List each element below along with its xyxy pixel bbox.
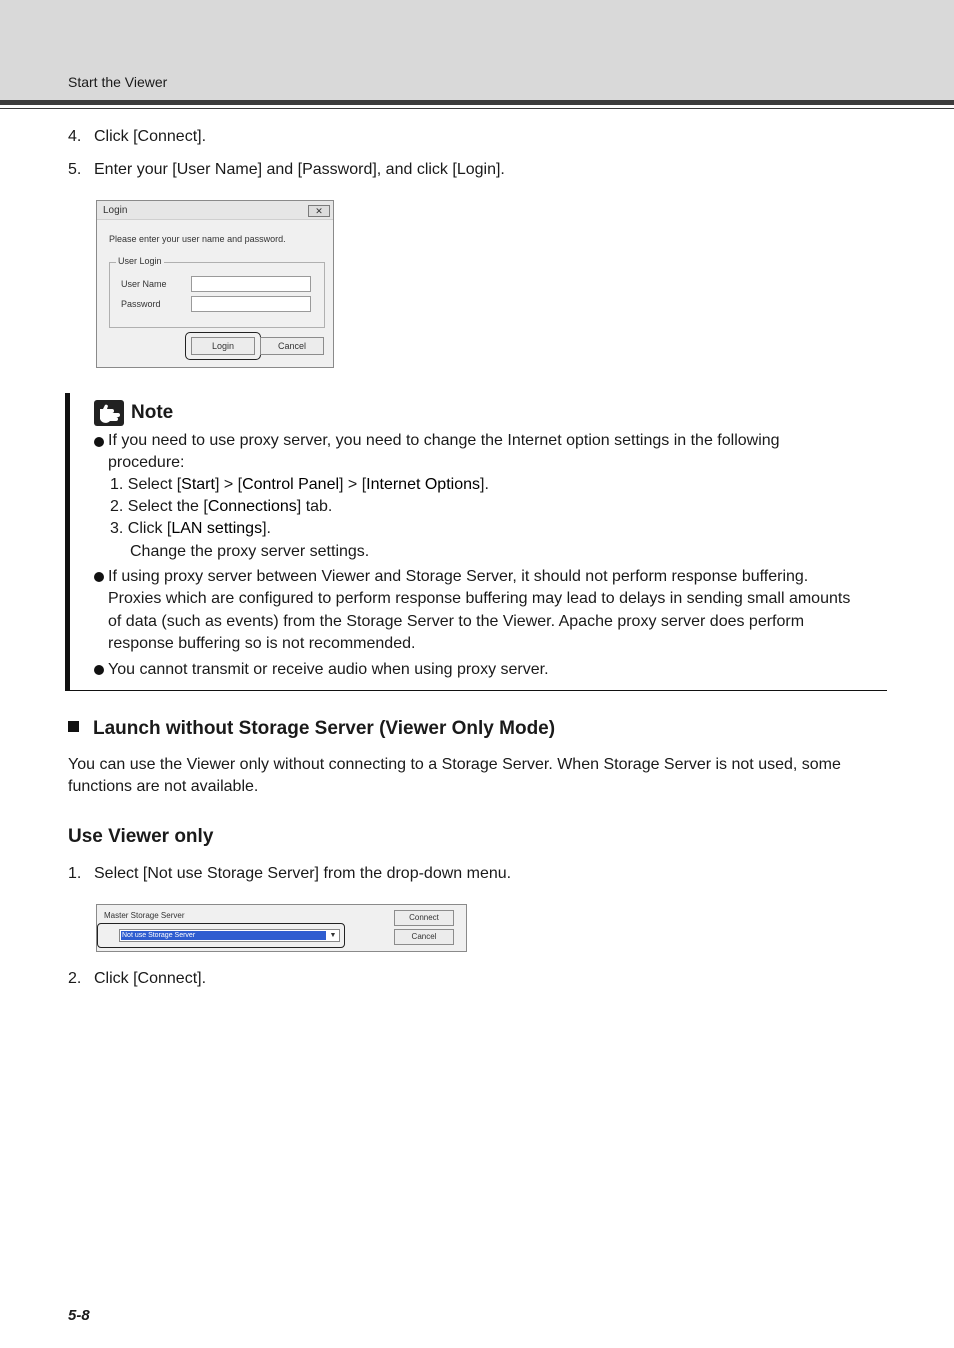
step-text: Click [Connect]. bbox=[94, 128, 207, 145]
step-text: Enter your [User Name] and [Password], and click [Login]. bbox=[94, 161, 505, 178]
subheading: Use Viewer only bbox=[68, 826, 214, 847]
note-substep-2 bbox=[110, 498, 332, 516]
storage-server-dropdown[interactable] bbox=[119, 929, 340, 942]
substep-number: 3. bbox=[110, 520, 124, 537]
page-number: 5-8 bbox=[68, 1307, 90, 1324]
step-text: Select [Not use Storage Server] from the drop-down menu. bbox=[94, 865, 512, 882]
note-bullet-3: You cannot transmit or receive audio when using proxy server. bbox=[108, 661, 549, 678]
login-dialog-title: Login bbox=[103, 205, 128, 216]
cancel-button[interactable]: Cancel bbox=[260, 337, 324, 355]
square-bullet-icon bbox=[68, 721, 79, 732]
login-message: Please enter your user name and password. bbox=[109, 234, 286, 244]
note-substep-3 bbox=[110, 520, 271, 538]
bullet-dot bbox=[94, 437, 104, 447]
lan-settings-term: LAN settings bbox=[171, 520, 263, 537]
substep-text: Select [ bbox=[127, 476, 182, 493]
note-bullet-2-line-3: of data (such as events) from the Storage Server to the Viewer. Apache proxy server does perform bbox=[108, 613, 805, 630]
start-menu-term: Start bbox=[181, 476, 215, 493]
note-bullet-1-line-2: procedure: bbox=[108, 454, 185, 471]
header-title: Start the Viewer bbox=[68, 74, 168, 90]
login-button[interactable]: Login bbox=[191, 337, 255, 355]
viewer-step-2 bbox=[68, 970, 206, 988]
user-login-group bbox=[109, 256, 325, 328]
separator: ] > [ bbox=[214, 476, 243, 493]
login-dialog-titlebar bbox=[97, 201, 333, 220]
user-name-input[interactable] bbox=[191, 276, 311, 292]
substep-number: 2. bbox=[110, 498, 124, 515]
page-header bbox=[0, 0, 954, 100]
section-heading bbox=[68, 718, 555, 740]
note-bullet-2-line-4: response buffering so is not recommended. bbox=[108, 635, 416, 652]
internet-options-term: Internet Options bbox=[366, 476, 480, 493]
login-dialog bbox=[96, 200, 334, 368]
substep-text: ]. bbox=[262, 520, 271, 537]
user-login-group-label: User Login bbox=[118, 256, 162, 266]
pointing-hand-icon bbox=[94, 400, 124, 426]
step-number: 1. bbox=[68, 865, 82, 882]
step-number: 2. bbox=[68, 970, 82, 987]
control-panel-term: Control Panel bbox=[242, 476, 340, 493]
separator: ]. bbox=[480, 476, 489, 493]
note-bullet-2-line-1: If using proxy server between Viewer and Storage Server, it should not perform response buffering. bbox=[108, 568, 809, 585]
storage-server-panel bbox=[96, 904, 467, 952]
section-paragraph-line-2: functions are not available. bbox=[68, 778, 259, 795]
step-number: 5. bbox=[68, 161, 82, 178]
bullet-dot bbox=[94, 665, 104, 675]
substep-number: 1. bbox=[110, 476, 124, 493]
step-5 bbox=[68, 161, 505, 179]
note-bullet-2-line-2: Proxies which are configured to perform response buffering may lead to delays in sending small amounts bbox=[108, 590, 851, 607]
note-bottom-rule bbox=[65, 690, 887, 691]
section-paragraph-line-1: You can use the Viewer only without connecting to a Storage Server. When Storage Server is not used, some bbox=[68, 756, 841, 773]
step-number: 4. bbox=[68, 128, 82, 145]
note-left-bar bbox=[65, 393, 70, 691]
substep-text: Select the [ bbox=[127, 498, 208, 515]
header-rule-thin bbox=[0, 108, 954, 109]
cancel-button[interactable]: Cancel bbox=[394, 929, 454, 945]
bullet-dot bbox=[94, 572, 104, 582]
connect-button[interactable]: Connect bbox=[394, 910, 454, 926]
note-bullet-1-line-1: If you need to use proxy server, you need to change the Internet option settings in the following bbox=[108, 432, 780, 449]
connections-term: Connections bbox=[207, 498, 297, 515]
substep-text: Click [ bbox=[127, 520, 172, 537]
chevron-down-icon[interactable]: ▼ bbox=[329, 932, 337, 939]
separator: ] > [ bbox=[339, 476, 367, 493]
note-substep-1 bbox=[110, 476, 489, 494]
password-input[interactable] bbox=[191, 296, 311, 312]
password-label: Password bbox=[121, 299, 161, 309]
note-substep-3-detail: Change the proxy server settings. bbox=[130, 543, 370, 560]
viewer-step-1 bbox=[68, 865, 511, 883]
dropdown-selected-value: Not use Storage Server bbox=[121, 931, 326, 940]
section-heading-text: Launch without Storage Server (Viewer Only Mode) bbox=[93, 718, 556, 739]
header-rule-thick bbox=[0, 100, 954, 105]
note-title: Note bbox=[131, 402, 174, 423]
step-text: Click [Connect]. bbox=[94, 970, 207, 987]
close-icon[interactable]: ✕ bbox=[308, 205, 330, 217]
step-4 bbox=[68, 128, 206, 146]
master-storage-server-label: Master Storage Server bbox=[104, 911, 185, 920]
user-name-label: User Name bbox=[121, 279, 167, 289]
substep-text: ] tab. bbox=[296, 498, 333, 515]
